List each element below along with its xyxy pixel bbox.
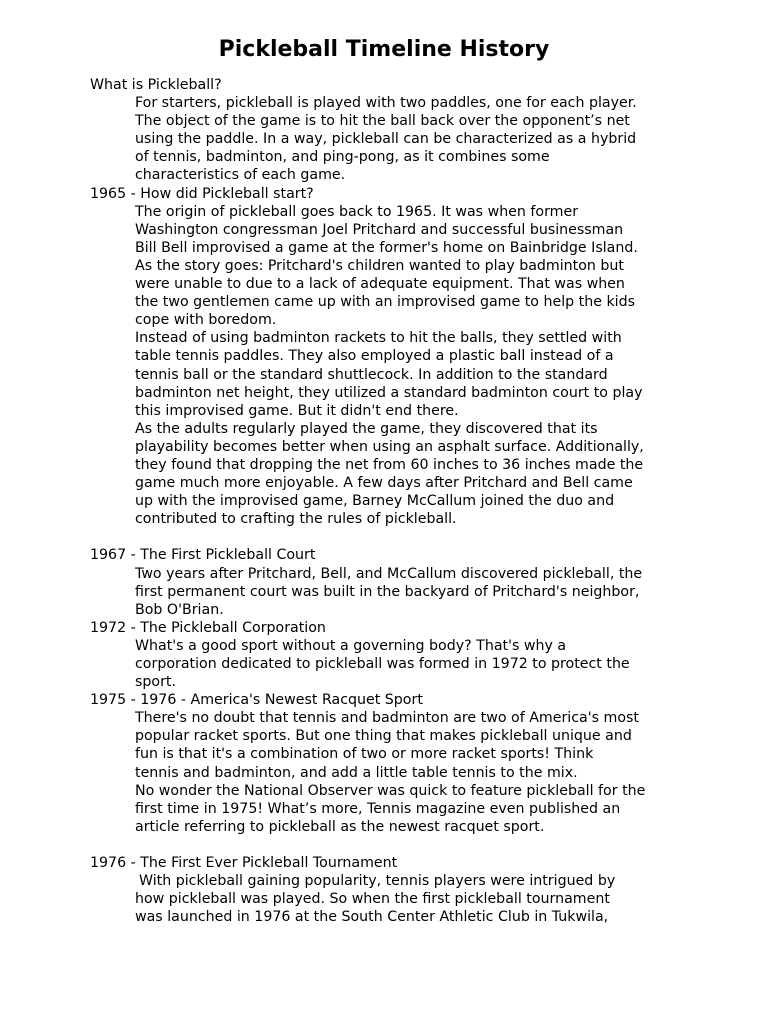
section-heading: 1976 - The First Ever Pickleball Tournament [90,855,398,872]
section-heading: 1967 - The First Pickleball Court [90,547,316,564]
section-paragraph: As the adults regularly played the game, they discovered that its playability becomes better when using an asphalt surface. Additionally, they found that dropping the net from 60 inches to 36 inches made the game much more enjoyable. A few days after Pritchard and Bell came up with the improvised game, Barney McCallum joined the duo and contributed to crafting the rules of pickleball. [135,420,644,528]
section-1976 [90,854,690,926]
section-heading: 1965 - How did Pickleball start? [90,185,314,202]
paragraph-spacer [90,836,690,854]
section-1967 [90,546,690,618]
section-heading: What is Pickleball? [90,77,222,93]
section-1972 [90,619,690,691]
section-paragraph: For starters, pickleball is played with two paddles, one for each player. The object of the game is to hit the ball back over the opponent’s net using the paddle. In a way, pickleball can be characterized as a hybrid of tennis, badminton, and ping-pong, as it combines some characteristics of each game. [135,95,637,184]
section-1975-1976 [90,691,690,836]
section-heading: 1975 - 1976 - America's Newest Racquet Sport [90,692,423,709]
section-paragraph: The origin of pickleball goes back to 1965. It was when former Washington congressman Joel Pritchard and successful businessman Bill Bell improvised a game at the former's home on Bainbridge Island. As the story goes: Pritchard's children wanted to play badminton but were unable to due to a lack of adequate equipment. That was when the two gentlemen came up with an improvised game to help the kids cope with boredom. [135,203,638,329]
section-paragraph: What's a good sport without a governing body? That's why a corporation dedicated to pickleball was formed in 1972 to protect the sport. [135,637,630,691]
section-what-is-pickleball [90,76,690,185]
section-paragraph: Instead of using badminton rackets to hit the balls, they settled with table tennis paddles. They also employed a plastic ball instead of a tennis ball or the standard shuttlecock. In addition to the standard badminton net height, they utilized a standard badminton court to play this improvised game. But it didn't end there. [135,330,643,419]
section-paragraph: No wonder the National Observer was quick to feature pickleball for the first time in 1975! What’s more, Tennis magazine even published an article referring to pickleball as the newest racquet sport. [135,782,646,835]
section-paragraph: Two years after Pritchard, Bell, and McCallum discovered pickleball, the first permanent court was built in the backyard of Pritchard's neighbor, Bob O'Brian. [135,565,643,618]
page-title: Pickleball Timeline History [218,37,550,62]
section-1965 [90,185,690,529]
section-heading: 1972 - The Pickleball Corporation [90,619,326,636]
section-paragraph: There's no doubt that tennis and badminton are two of America's most popular racket sports. But one thing that makes pickleball unique and fun is that it's a combination of two or more racket sports! Think tennis and badminton, and add a little table tennis to the mix. [135,710,639,781]
document-body [90,76,690,926]
section-paragraph: With pickleball gaining popularity, tennis players were intrigued by how pickleball was played. So when the first pickleball tournament was launched in 1976 at the South Center Athletic Club in Tukwila, [135,873,616,926]
paragraph-spacer [90,528,690,546]
